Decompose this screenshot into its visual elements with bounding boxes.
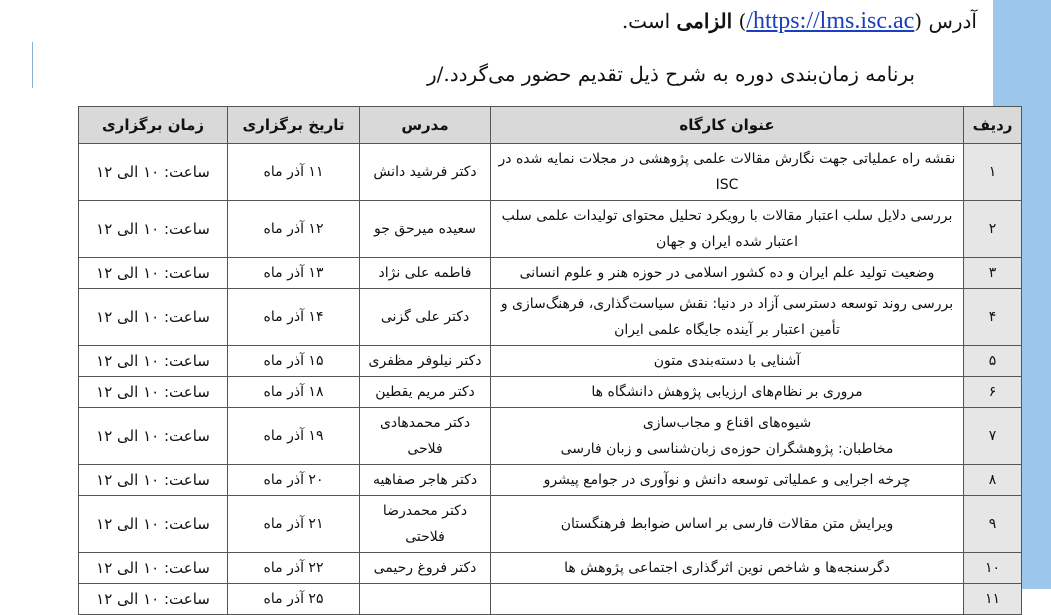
table-header-row	[79, 107, 1022, 144]
workshop-date: ۱۵ آذر ماه	[228, 346, 360, 377]
header-teacher: مدرس	[360, 107, 491, 144]
table-row	[79, 553, 1022, 584]
workshop-date: ۱۱ آذر ماه	[228, 144, 360, 201]
row-number: ۲	[964, 201, 1022, 258]
teacher-name: فاطمه علی نژاد	[360, 258, 491, 289]
workshop-time: ساعت: ۱۰ الی ۱۲	[79, 144, 228, 201]
row-number: ۹	[964, 496, 1022, 553]
workshop-date: ۲۱ آذر ماه	[228, 496, 360, 553]
lms-link[interactable]: https://lms.isc.ac/	[746, 8, 915, 34]
table-row	[79, 408, 1022, 465]
workshop-date: ۲۰ آذر ماه	[228, 465, 360, 496]
schedule-table	[78, 106, 1022, 615]
row-number: ۸	[964, 465, 1022, 496]
teacher-name	[360, 584, 491, 615]
workshop-title	[491, 584, 964, 615]
table-row	[79, 465, 1022, 496]
row-number: ۱	[964, 144, 1022, 201]
teacher-name: دکتر نیلوفر مظفری	[360, 346, 491, 377]
address-end: است.	[621, 9, 677, 33]
row-number: ۷	[964, 408, 1022, 465]
table-row	[79, 346, 1022, 377]
workshop-time: ساعت: ۱۰ الی ۱۲	[79, 377, 228, 408]
workshop-title: بررسی دلایل سلب اعتبار مقالات با رویکرد تحلیل محتوای تولیدات علمی سلب اعتبار شده ایران و جهان	[491, 201, 964, 258]
workshop-time: ساعت: ۱۰ الی ۱۲	[79, 553, 228, 584]
row-number: ۱۰	[964, 553, 1022, 584]
address-prefix: آدرس (	[914, 9, 977, 33]
workshop-time: ساعت: ۱۰ الی ۱۲	[79, 258, 228, 289]
workshop-date: ۱۴ آذر ماه	[228, 289, 360, 346]
table-row	[79, 496, 1022, 553]
teacher-name: دکتر مریم یقطین	[360, 377, 491, 408]
workshop-time: ساعت: ۱۰ الی ۱۲	[79, 496, 228, 553]
row-number: ۴	[964, 289, 1022, 346]
teacher-name: دکتر فروغ رحیمی	[360, 553, 491, 584]
header-num: ردیف	[964, 107, 1022, 144]
table-row	[79, 289, 1022, 346]
workshop-date: ۱۳ آذر ماه	[228, 258, 360, 289]
row-number: ۳	[964, 258, 1022, 289]
workshop-time: ساعت: ۱۰ الی ۱۲	[79, 408, 228, 465]
workshop-date: ۲۲ آذر ماه	[228, 553, 360, 584]
workshop-time: ساعت: ۱۰ الی ۱۲	[79, 201, 228, 258]
workshop-title: دگرسنجه‌ها و شاخص نوین اثرگذاری اجتماعی پژوهش ها	[491, 553, 964, 584]
workshop-date: ۱۲ آذر ماه	[228, 201, 360, 258]
table-row	[79, 377, 1022, 408]
teacher-name: سعیده میرحق جو	[360, 201, 491, 258]
workshop-title-line: شیوه‌های اقناع و مجاب‌سازی	[642, 415, 812, 431]
table-row	[79, 201, 1022, 258]
workshop-time: ساعت: ۱۰ الی ۱۲	[79, 346, 228, 377]
row-number: ۶	[964, 377, 1022, 408]
table-row	[79, 144, 1022, 201]
workshop-audience-line: مخاطبان: پژوهشگران حوزه‌ی زبان‌شناسی و زبان فارسی	[560, 441, 894, 457]
workshop-title: وضعیت تولید علم ایران و ده کشور اسلامی در حوزه هنر و علوم انسانی	[491, 258, 964, 289]
header-time: زمان برگزاری	[79, 107, 228, 144]
workshop-date: ۲۵ آذر ماه	[228, 584, 360, 615]
margin-marker	[32, 42, 33, 88]
teacher-name: دکتر محمدهادی فلاحی	[360, 408, 491, 465]
workshop-date: ۱۹ آذر ماه	[228, 408, 360, 465]
table-row	[79, 584, 1022, 615]
workshop-date: ۱۸ آذر ماه	[228, 377, 360, 408]
teacher-name: دکتر فرشید دانش	[360, 144, 491, 201]
workshop-title	[491, 408, 964, 465]
row-number: ۵	[964, 346, 1022, 377]
workshop-title: ویرایش متن مقالات فارسی بر اساس ضوابط فرهنگستان	[491, 496, 964, 553]
teacher-name: دکتر محمدرضا فلاحتی	[360, 496, 491, 553]
workshop-title: مروری بر نظام‌های ارزیابی پژوهش دانشگاه ها	[491, 377, 964, 408]
workshop-title: بررسی روند توسعه دسترسی آزاد در دنیا: نقش سیاست‌گذاری، فرهنگ‌سازی و تأمین اعتبار بر آینده جایگاه علمی ایران	[491, 289, 964, 346]
workshop-time: ساعت: ۱۰ الی ۱۲	[79, 584, 228, 615]
mandatory-text: الزامی	[676, 9, 733, 33]
header-title: عنوان کارگاه	[491, 107, 964, 144]
teacher-name: دکتر هاجر صفاهیه	[360, 465, 491, 496]
teacher-name: دکتر علی گزنی	[360, 289, 491, 346]
workshop-title: نقشه راه عملیاتی جهت نگارش مقالات علمی پژوهشی در مجلات نمایه شده در ISC	[491, 144, 964, 201]
workshop-title: چرخه اجرایی و عملیاتی توسعه دانش و نوآوری در جوامع پیشرو	[491, 465, 964, 496]
workshop-title: آشنایی با دسته‌بندی متون	[491, 346, 964, 377]
table-row	[79, 258, 1022, 289]
header-date: تاریخ برگزاری	[228, 107, 360, 144]
workshop-time: ساعت: ۱۰ الی ۱۲	[79, 289, 228, 346]
workshop-time: ساعت: ۱۰ الی ۱۲	[79, 465, 228, 496]
intro-text: برنامه زمان‌بندی دوره به شرح ذیل تقدیم حضور می‌گردد./ر	[426, 62, 915, 86]
address-line: آدرس (https://lms.isc.ac/) الزامی است.	[621, 8, 977, 34]
row-number: ۱۱	[964, 584, 1022, 615]
